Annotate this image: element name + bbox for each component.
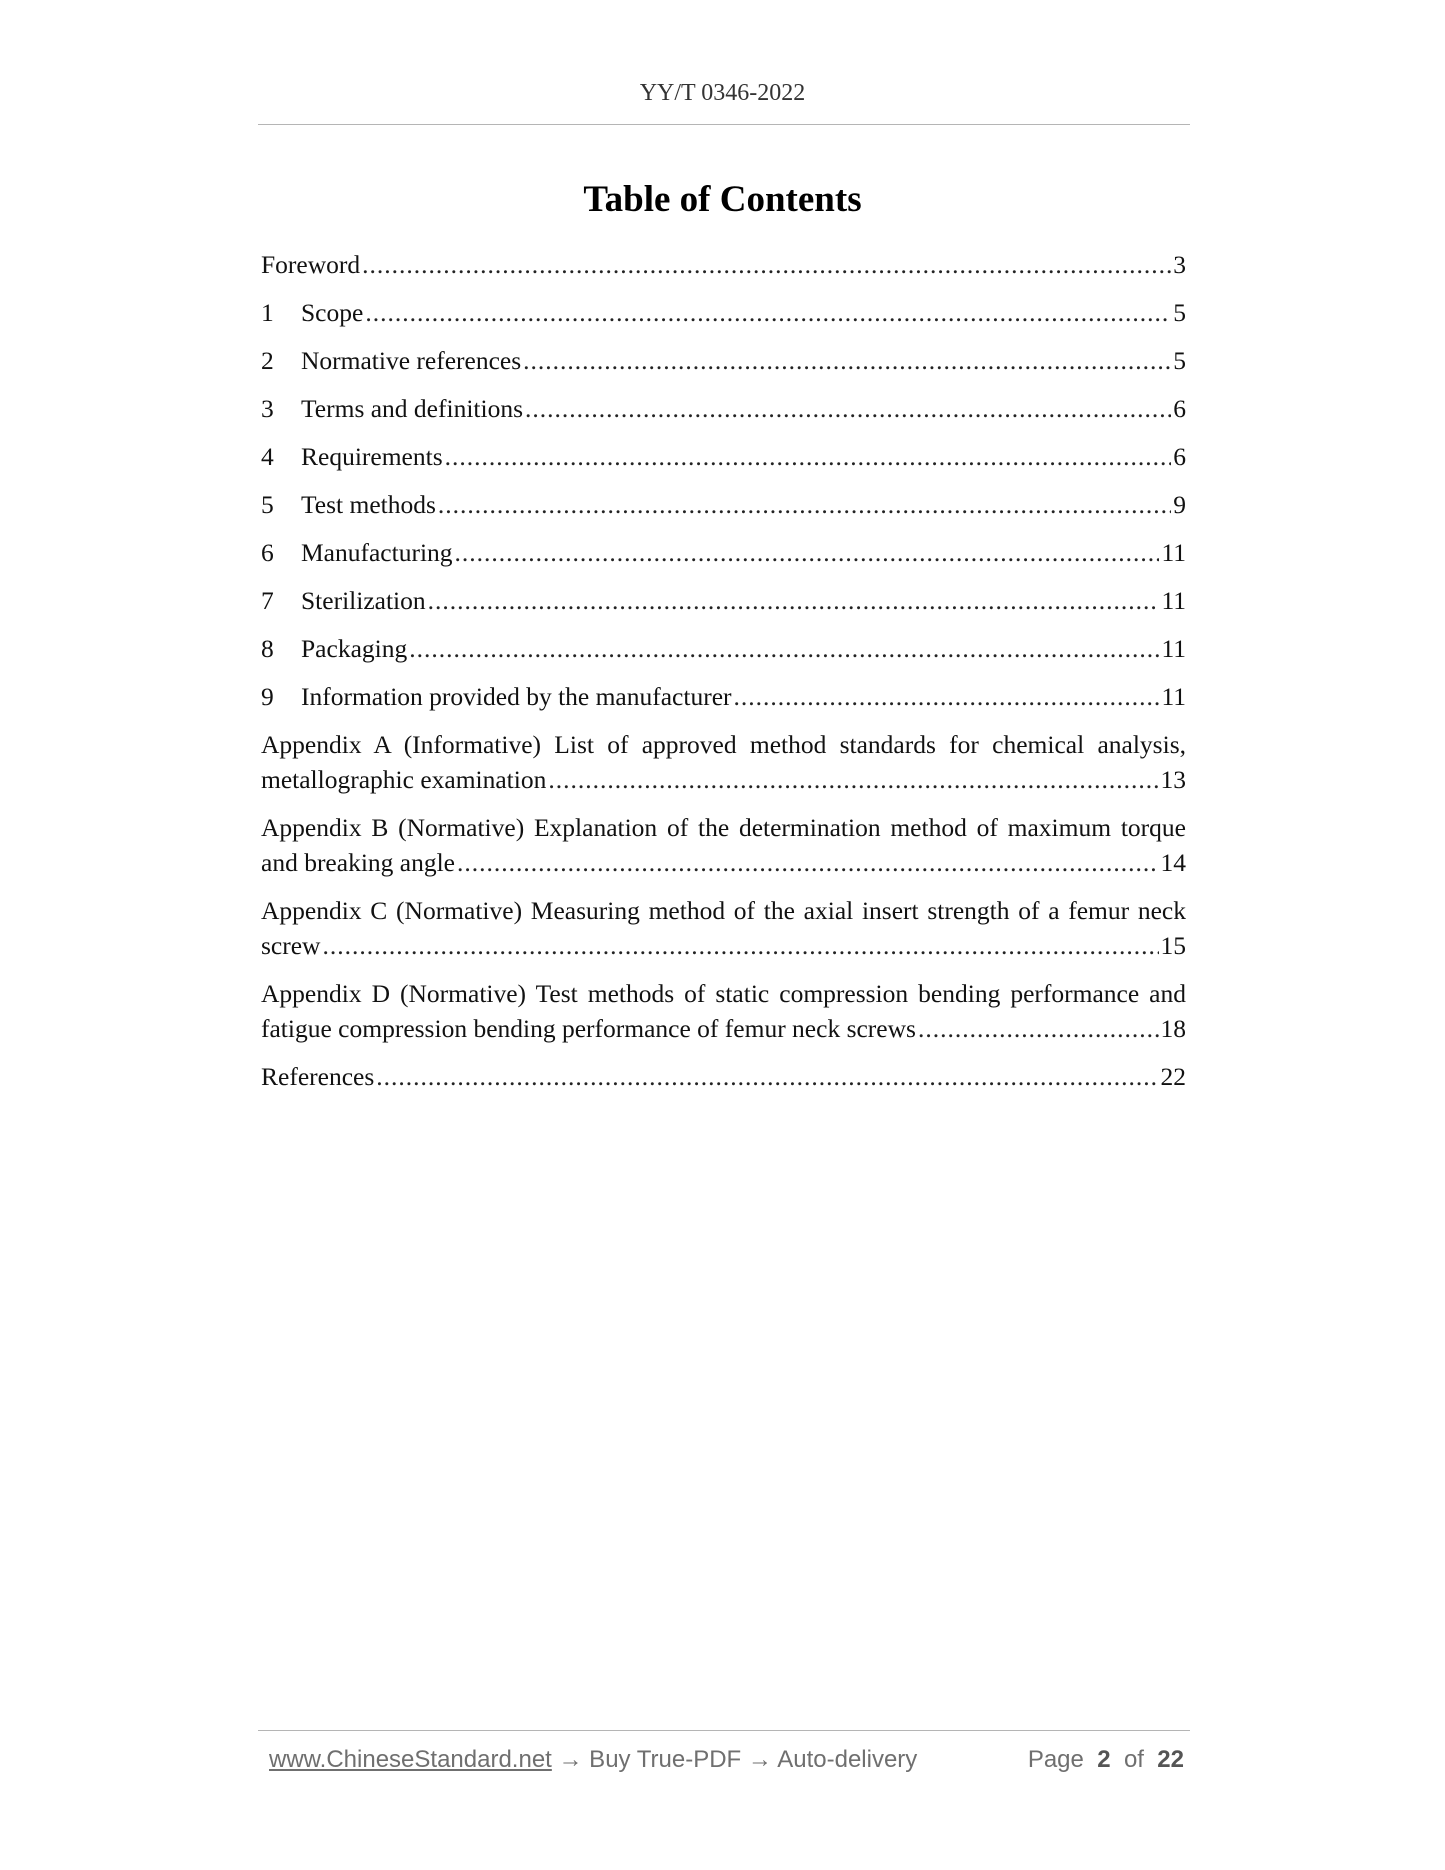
toc-entry-packaging[interactable] — [261, 631, 1186, 666]
toc-entry-normative-references[interactable] — [261, 343, 1186, 378]
page-indicator — [1028, 1746, 1184, 1774]
toc-leader-dots — [455, 535, 1160, 570]
toc-entry-scope[interactable] — [261, 295, 1186, 330]
toc-entry-number: 3 — [261, 394, 274, 423]
toc-leader-dots — [523, 343, 1171, 378]
toc-leader-dots — [428, 583, 1160, 618]
toc-entry-page: 18 — [1160, 1014, 1186, 1043]
toc-entry-label: Terms and definitions — [301, 394, 524, 423]
toc-leader-dots — [376, 1059, 1158, 1094]
toc-entry-number: 2 — [261, 346, 274, 375]
toc-entry-label: Appendix A (Informative) List of approved method standards for chemical analysis, — [261, 730, 1186, 759]
toc-entry-references[interactable] — [261, 1059, 1186, 1094]
toc-entry-page: 14 — [1160, 848, 1186, 877]
toc-entry-page: 5 — [1173, 346, 1186, 375]
toc-leader-dots — [734, 679, 1160, 714]
toc-entry-label-continued: fatigue compression bending performance of femur neck screws — [261, 1014, 916, 1043]
toc-entry-label: Appendix D (Normative) Test methods of static compression bending performance and — [261, 979, 1186, 1008]
toc-entry-label: Normative references — [301, 346, 522, 375]
toc-leader-dots — [445, 439, 1172, 474]
footer-tagline: → Buy True-PDF → Auto-delivery — [551, 1746, 918, 1773]
toc-entry-page: 5 — [1173, 298, 1186, 327]
page-footer — [269, 1746, 1184, 1774]
toc-entry-test-methods[interactable] — [261, 487, 1186, 522]
toc-leader-dots — [322, 928, 1158, 963]
toc-entry-page: 11 — [1161, 682, 1186, 711]
toc-entry-manufacturer-information[interactable] — [261, 679, 1186, 714]
toc-entry-number: 4 — [261, 442, 274, 471]
website-link[interactable]: www.ChineseStandard.net — [269, 1746, 552, 1773]
toc-entry-number: 1 — [261, 298, 274, 327]
toc-entry-manufacturing[interactable] — [261, 535, 1186, 570]
toc-leader-dots — [438, 487, 1171, 522]
toc-entry-page: 6 — [1173, 442, 1186, 471]
toc-entry-label: Foreword — [261, 250, 361, 279]
toc-entry-label: References — [261, 1062, 375, 1091]
toc-entry-page: 13 — [1160, 765, 1186, 794]
toc-entry-number: 9 — [261, 682, 274, 711]
toc-entry-label: Scope — [301, 298, 364, 327]
toc-entry-label: Test methods — [301, 490, 436, 519]
toc-leader-dots — [918, 1011, 1159, 1046]
toc-entry-page: 9 — [1173, 490, 1186, 519]
toc-entry-appendix-c[interactable] — [261, 893, 1186, 963]
toc-entry-requirements[interactable] — [261, 439, 1186, 474]
toc-entry-page: 6 — [1173, 394, 1186, 423]
footer-promo — [269, 1746, 917, 1774]
toc-entry-appendix-d[interactable] — [261, 976, 1186, 1046]
toc-entry-foreword[interactable] — [261, 247, 1186, 282]
toc-entry-label-continued: screw — [261, 931, 321, 960]
toc-entry-page: 15 — [1160, 931, 1186, 960]
of-word: of — [1123, 1746, 1144, 1773]
toc-entry-number: 8 — [261, 634, 274, 663]
toc-entry-page: 11 — [1161, 586, 1186, 615]
toc-entry-label: Appendix C (Normative) Measuring method of the axial insert strength of a femur neck — [261, 896, 1186, 925]
toc-entry-page: 11 — [1161, 634, 1186, 663]
toc-entry-page: 22 — [1160, 1062, 1186, 1091]
toc-entry-page: 11 — [1161, 538, 1186, 567]
toc-entry-label: Packaging — [301, 634, 408, 663]
table-of-contents — [261, 247, 1186, 1107]
toc-entry-appendix-a[interactable] — [261, 727, 1186, 797]
footer-divider — [258, 1730, 1190, 1731]
toc-entry-page: 3 — [1173, 250, 1186, 279]
toc-leader-dots — [362, 247, 1171, 282]
header-divider — [258, 124, 1190, 125]
toc-title: Table of Contents — [583, 179, 862, 220]
document-code-header: YY/T 0346-2022 — [639, 80, 806, 106]
toc-leader-dots — [457, 845, 1158, 880]
toc-leader-dots — [365, 295, 1171, 330]
toc-entry-number: 7 — [261, 586, 274, 615]
toc-entry-label-continued: metallographic examination — [261, 765, 547, 794]
page-word: Page — [1027, 1746, 1084, 1773]
total-pages-number: 22 — [1157, 1746, 1184, 1773]
toc-entry-label: Appendix B (Normative) Explanation of the determination method of maximum torque — [261, 813, 1186, 842]
toc-entry-terms-definitions[interactable] — [261, 391, 1186, 426]
toc-entry-sterilization[interactable] — [261, 583, 1186, 618]
toc-entry-label: Sterilization — [301, 586, 426, 615]
toc-entry-label: Manufacturing — [301, 538, 453, 567]
toc-leader-dots — [409, 631, 1159, 666]
toc-entry-number: 6 — [261, 538, 274, 567]
toc-entry-label: Information provided by the manufacturer — [301, 682, 732, 711]
toc-entry-number: 5 — [261, 490, 274, 519]
current-page-number: 2 — [1097, 1746, 1111, 1773]
toc-leader-dots — [548, 762, 1158, 797]
toc-entry-appendix-b[interactable] — [261, 810, 1186, 880]
toc-entry-label-continued: and breaking angle — [261, 848, 456, 877]
toc-leader-dots — [525, 391, 1171, 426]
toc-entry-label: Requirements — [301, 442, 443, 471]
